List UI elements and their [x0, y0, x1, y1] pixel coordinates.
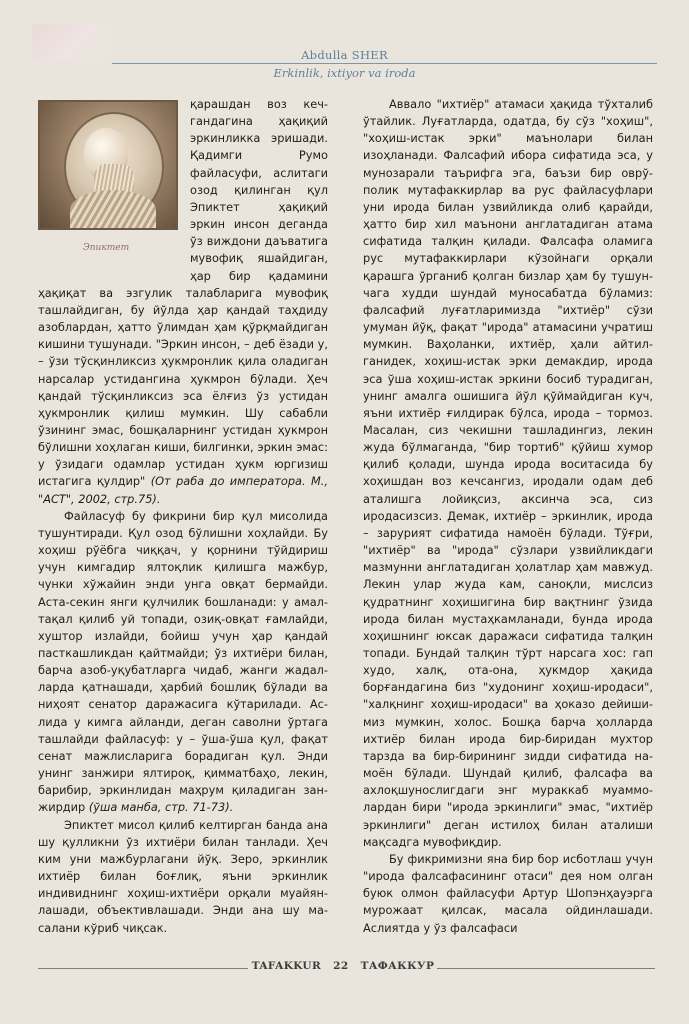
paragraph: Аввало "ихтиёр" атамаси ҳақида тўхталиб ўтайлик. Луғатларда, одатда, бу сўз "хоҳиш", "хоҳиш-истак эрки" маънолари билан изоҳланади. Фалсафий ибора сифатида эса, у мунозарали таърифга эга, баъзи бир оврўполик мутафаккирлар ва рус файласуфлари уни ирода билан узвийликда олиб қарайди, ҳатто бир хил маънони англатадиган атама сифатида талқин қилади. Фалсафа оламига рус мутафаккирлари кўзойнаги орқали қарашга ўрганиб қолган бизлар ҳам бу тушунчага худди шундай муносабатда бўламиз: фалсафий луғатларимизда "ихтиёр" сўзи умуман йўқ, фақат "ирода" атамасини учратиш мумкин. Ваҳоланки, ихтиёр, ҳали айтилганидек, хоҳиш-истак эрки демакдир, ирода эса ўша хоҳиш-истак эркини босиб турадиган, унинг амалга ошишига йўл қўймайдиган куч, яъни ихтиёр ғилдирак бўлса, ирода – тормоз. Масалан, сиз чекишни ташладингиз, лекин жуда бўлмаганда, "бир тортиб" қўйиш хумор қилиб қолади, шунда ирода воситасида бу хоҳишдан воз кечсангиз, иродали одам деб аталишга лойиқсиз, аксинча эса, сиз иродасизсиз. Демак, ихтиёр – эркинлик, ирода – зарурият сифатида намоён бўлади. Тўғри, "ихтиёр" ва "ирода" сўзлари узвийликдаги мазмунни англатадиган ҳолатлар ҳам мавжуд. Лекин улар жуда кам, саноқли, мислсиз қудратнинг хоҳишигина бир вақтнинг ўзида ирода билан мустаҳкамланади, бунда ирода хоҳишнинг юксак даражаси сифатида талқин топади. Бундай талқин тўрт нарсага хос: гап худо, халқ, ота-она, ҳукмдор ҳақида борғандагина биз "худонинг хоҳиш-иродаси", "халқнинг хоҳиш-иродаси" ва ҳоказо дейишимиз мумкин, холос. Бошқа барча ҳолларда ихтиёр билан ирода бир-биридан мухтор тарзда ва бир-бирининг зидди сифатида намоён бўлади. Шундай қилиб, фалсафа ва ахлоқшунослигдаги энг мураккаб муаммолардан бири "ирода эркинлиги" эмас, "ихтиёр эркинлиги" деган истилоҳ билан аталиши мақсадга мувофиқдир. — [363, 97, 653, 849]
footer-title-cyrillic: ТАФАККУР — [360, 960, 435, 972]
paragraph: қарашдан воз кечгандагина ҳақиқий эркинликка эришади. Қадимги Румо файласуфи, аслитаги озод қилинган қул Эпиктет ҳақиқий эркин инсон деганда ўз виждони даъватига мувофиқ яшайдиган, ҳар бир қадамини ҳақиқат ва эзгулик талабларига мувофиқ ташлайдиган, бу йўлда ҳар қандай таҳдиду азоблардан, ҳатто ўлимдан ҳам қўрқмайдиган кишини тушунади. "Эркин инсон, – деб ёзади у, – ўзи тўсқинликсиз ҳукмронлик қила оладиган нарсалар устидангина ҳукмрон бўлади. Ҳеч қандай тўсқинликсиз эса ёлғиз ўз устидан ҳукмронлик қилиш мумкин. Шу сабабли ўзининг эмас, бошқаларнинг устидан ҳукмрон бўлишни хоҳлаган киши, билгинки, эркин эмас: у ўзидаги одамлар устидан ҳукм юргизиш истагига қулдир" (От раба до императора. М., "АСТ", 2002, стр.75). — [38, 97, 328, 506]
paragraph: Бу фикримизни яна бир бор исботлаш учун "ирода фалсафасининг отаси" дея ном олган буюк олмон файласуфи Артур Шопэнҳауэрга мурожаат қилсак, масала ойдинлашади. Аслиятда у ўз фалсафаси — [363, 851, 653, 935]
footer-title-latin: TAFAKKUR — [251, 960, 322, 972]
epictetus-portrait-icon — [38, 100, 178, 230]
paragraph: Файласуф бу фикрини бир қул мисолида тушунтиради. Қул озод бўлишни хоҳлайди. Бу хоҳиш рўёбга чиққач, у қорнини тўйдириш учун кимгадир ялтоқлик қилишга мажбур, чунки хўжайин энди унга овқат бермайди. Аста-секин янги қулчилик бошланади: у амалтақал қилиб уй топади, озиқ-овқат ғамлайди, хуштор излайди, бойиш учун ҳар қандай пасткашликдан қайтмайди; ўз ихтиёри билан, барча азоб-уқубатларга чидаб, жанги жадалларда қатнашади, ҳарбий бошлиқ бўлади ва ниҳоят сенатор даражасига кўтарилади. Аслида у кимга айланди, деган саволни ўртага ташлайди файласуф: у – ўша-ўша қул, фақат сенат мажлисларига борадиган қул. Энди унинг занжири ялтироқ, қимматбаҳо, лекин, барибир, эркинлидан маҳрум қиладиган занжирдир (ўша манба, стр. 71-73). — [38, 508, 328, 815]
running-header — [0, 48, 689, 80]
header-subtitle: Erkinlik, ixtiyor va iroda — [273, 66, 416, 80]
page-footer — [0, 960, 689, 980]
citation: (От раба до императора. М., "АСТ", 2002, стр.75). — [38, 474, 328, 506]
header-rule — [112, 63, 657, 64]
footer-text — [250, 960, 436, 972]
left-column — [38, 96, 328, 937]
citation: (ўша манба, стр. 71-73). — [88, 800, 234, 815]
paragraph: Эпиктет мисол қилиб келтирган банда ана шу қулликни ўз ихтиёри билан танлади. Ҳеч ким уни мажбурлагани йўқ. Зеро, эркинлик ихтиёр билан боғлиқ, яъни эркинлик индивиднинг хоҳиш-ихтиёри орқали муайянлашади, объективлашади. Энди ана шу масалани кўриб чиқсак. — [38, 817, 328, 935]
right-column — [363, 96, 653, 937]
portrait-caption: Эпиктет — [82, 243, 130, 253]
header-author: Abdulla SHER — [301, 48, 388, 62]
page-number: 22 — [333, 960, 349, 972]
portrait-figure — [38, 100, 178, 268]
footer-rule-left — [38, 968, 248, 969]
footer-rule-right — [437, 968, 655, 969]
